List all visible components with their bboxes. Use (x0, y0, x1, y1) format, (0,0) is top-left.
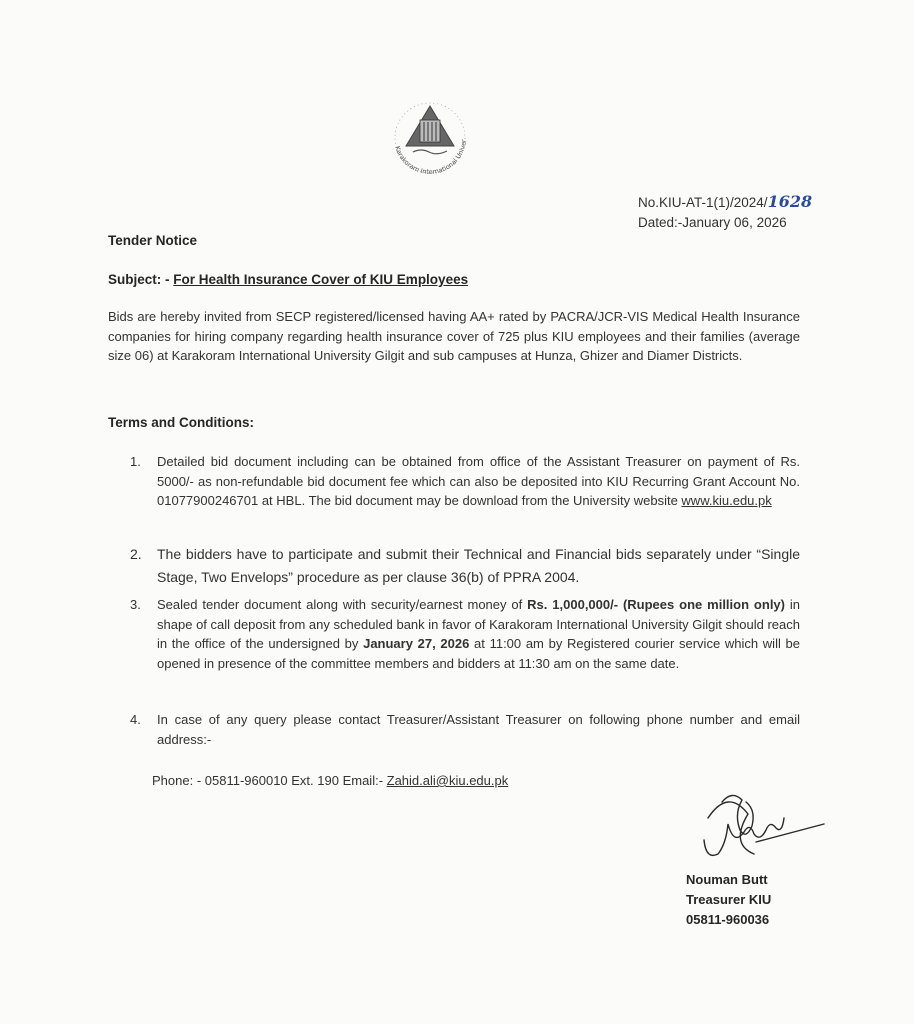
signer-block (686, 870, 771, 930)
subject-text: For Health Insurance Cover of KIU Employees (173, 272, 469, 287)
deadline-date: January 27, 2026 (363, 636, 470, 651)
item-text: Detailed bid document including can be obtained from office of the Assistant Treasurer on payment of Rs. 5000/- as non-refundable bid document fee which can also be deposited into KIU Recurring Grant Account No. 01077900246701 at HBL. The bid document may be download from the University website www.kiu.edu.pk (157, 454, 800, 508)
contact-line: Phone: - 05811-960010 Ext. 190 Email:- Zahid.ali@kiu.edu.pk (152, 773, 509, 788)
signer-phone: 05811-960036 (686, 912, 770, 927)
terms-heading: Terms and Conditions: (108, 415, 255, 430)
item-text: The bidders have to participate and submit their Technical and Financial bids separately under “Single Stage, Two Envelops” procedure as per clause 36(b) of PPRA 2004. (157, 546, 800, 585)
item-number: 4. (130, 712, 141, 727)
reference-block (638, 192, 812, 233)
handwritten-signature (678, 780, 838, 880)
university-seal-icon (380, 88, 480, 188)
term-item-1 (130, 452, 800, 511)
item-number: 3. (130, 597, 141, 612)
university-logo (380, 88, 480, 188)
term-item-4 (130, 710, 800, 749)
subject-label: Subject: - (108, 272, 174, 287)
item-number: 1. (130, 454, 141, 469)
reference-date: Dated:-January 06, 2026 (638, 215, 787, 230)
signature-icon (678, 780, 838, 880)
signer-title: Treasurer KIU (686, 892, 772, 907)
signer-name: Nouman Butt (686, 872, 768, 887)
email-link[interactable]: Zahid.ali@kiu.edu.pk (386, 773, 509, 788)
svg-text:Karakoram International Univer: Karakoram International Univer (393, 139, 468, 177)
term-item-2 (130, 543, 800, 589)
intro-paragraph: Bids are hereby invited from SECP registered/licensed having AA+ rated by PACRA/JCR-VIS Medical Health Insurance companies for hiring company regarding health insurance cover of 725 plus KIU employees and their families (average size 06) at Karakoram International University Gilgit and sub campuses at Hunza, Ghizer and Diamer Districts. (108, 309, 800, 363)
subject-line (108, 272, 468, 287)
item-text: In case of any query please contact Treasurer/Assistant Treasurer on following phone number and email address:- (157, 712, 800, 747)
reference-number: No.KIU-AT-1(1)/2024/1628 (638, 192, 813, 211)
notice-heading: Tender Notice (108, 233, 198, 248)
website-link[interactable]: www.kiu.edu.pk (681, 493, 772, 508)
security-amount: Rs. 1,000,000/- (Rupees one million only) (527, 597, 785, 612)
term-item-3 (130, 595, 800, 673)
item-number: 2. (130, 546, 142, 562)
item-text: Sealed tender document along with security/earnest money of Rs. 1,000,000/- (Rupees one million only) in shape of call deposit from any scheduled bank in favor of Karakoram International University Gilgit should reach in the office of the undersigned by January 27, 2026 at 11:00 am by Registered courier service which will be opened in presence of the committee members and bidders at 11:30 am on the same date. (157, 597, 801, 671)
handwritten-number: 1628 (767, 192, 813, 211)
